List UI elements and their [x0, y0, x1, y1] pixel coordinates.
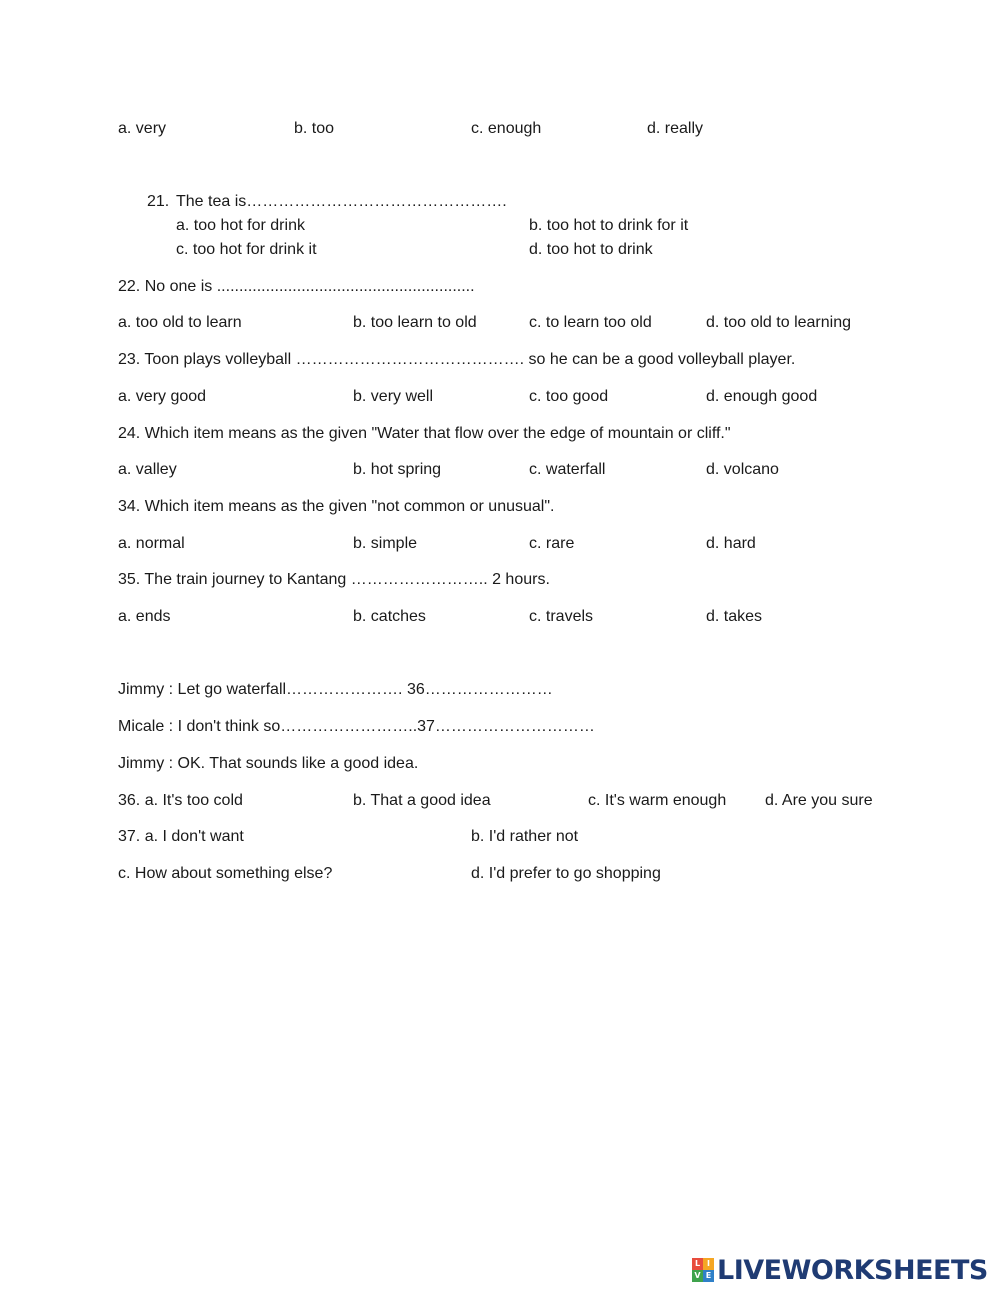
q21-question: The tea is…………………………………………. — [176, 193, 507, 210]
q24-option-b[interactable]: b. hot spring — [353, 461, 442, 478]
q21-option-d[interactable]: d. too hot to drink — [529, 241, 653, 258]
q22-option-d[interactable]: d. too old to learning — [706, 314, 851, 331]
q21-option-a[interactable]: a. too hot for drink — [176, 217, 305, 234]
q37-option-b[interactable]: b. I'd rather not — [471, 828, 579, 845]
q34-option-b[interactable]: b. simple — [353, 535, 418, 552]
q21-number: 21. — [147, 193, 170, 210]
dialogue-line-jimmy-2: Jimmy : OK. That sounds like a good idea. — [118, 755, 419, 772]
logo-wordmark: LIVEWORKSHEETS — [717, 1254, 988, 1286]
dialogue-line-jimmy-1: Jimmy : Let go waterfall…………………. 36…………………… — [118, 681, 553, 698]
q21-option-b[interactable]: b. too hot to drink for it — [529, 217, 689, 234]
q20-option-a[interactable]: a. very — [118, 120, 167, 137]
q37-option-c[interactable]: c. How about something else? — [118, 865, 333, 882]
q23-option-c[interactable]: c. too good — [529, 388, 609, 405]
dialogue-line-micale: Micale : I don't think so……………………..37………………………… — [118, 718, 595, 735]
q36-option-c[interactable]: c. It's warm enough — [588, 792, 727, 809]
q21-option-c[interactable]: c. too hot for drink it — [176, 241, 317, 258]
q34-option-a[interactable]: a. normal — [118, 535, 185, 552]
q24-question: 24. Which item means as the given "Water that flow over the edge of mountain or cliff." — [118, 425, 731, 442]
q24-option-a[interactable]: a. valley — [118, 461, 177, 478]
q24-option-c[interactable]: c. waterfall — [529, 461, 606, 478]
q36-option-d[interactable]: d. Are you sure — [765, 792, 873, 809]
q34-question: 34. Which item means as the given "not common or unusual". — [118, 498, 555, 515]
q35-question: 35. The train journey to Kantang …………………….. 2 hours. — [118, 571, 550, 588]
liveworksheets-logo-icon — [692, 1258, 714, 1282]
q35-option-a[interactable]: a. ends — [118, 608, 171, 625]
q36-option-a[interactable]: 36. a. It's too cold — [118, 792, 243, 809]
logo-mark-e: E — [703, 1270, 714, 1282]
q35-option-c[interactable]: c. travels — [529, 608, 594, 625]
q20-option-b[interactable]: b. too — [294, 120, 335, 137]
q22-option-c[interactable]: c. to learn too old — [529, 314, 652, 331]
logo-mark-v: V — [692, 1270, 703, 1282]
q24-option-d[interactable]: d. volcano — [706, 461, 779, 478]
q23-option-b[interactable]: b. very well — [353, 388, 434, 405]
q23-option-d[interactable]: d. enough good — [706, 388, 818, 405]
q34-option-c[interactable]: c. rare — [529, 535, 575, 552]
q35-option-b[interactable]: b. catches — [353, 608, 426, 625]
q22-question: 22. No one is .......................................................... — [118, 278, 475, 295]
q35-option-d[interactable]: d. takes — [706, 608, 763, 625]
liveworksheets-logo — [692, 1255, 988, 1285]
q37-option-d[interactable]: d. I'd prefer to go shopping — [471, 865, 661, 882]
q20-option-d[interactable]: d. really — [647, 120, 704, 137]
logo-mark-l: L — [692, 1258, 703, 1270]
q23-option-a[interactable]: a. very good — [118, 388, 207, 405]
q22-option-a[interactable]: a. too old to learn — [118, 314, 242, 331]
q23-question: 23. Toon plays volleyball ……………………………………. so he can be a good volleyball player. — [118, 351, 796, 368]
q34-option-d[interactable]: d. hard — [706, 535, 756, 552]
q20-option-c[interactable]: c. enough — [471, 120, 542, 137]
logo-mark-i: I — [703, 1258, 714, 1270]
q22-option-b[interactable]: b. too learn to old — [353, 314, 477, 331]
q36-option-b[interactable]: b. That a good idea — [353, 792, 491, 809]
q37-option-a[interactable]: 37. a. I don't want — [118, 828, 244, 845]
